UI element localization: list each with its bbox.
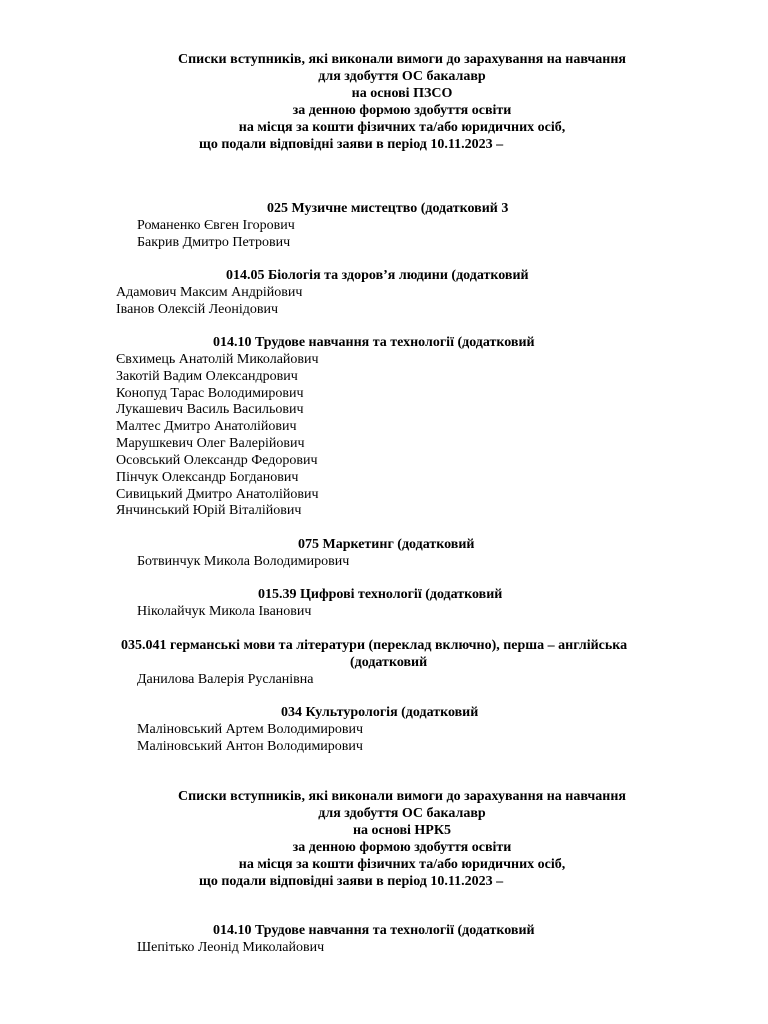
list-item: Сивицький Дмитро Анатолійович: [116, 487, 319, 502]
section-title-075: 075 Маркетинг (додатковий: [298, 537, 475, 552]
section2-title-014-10: 014.10 Трудове навчання та технології (додатковий: [213, 923, 535, 938]
list-item: Ніколайчук Микола Іванович: [137, 604, 312, 619]
header1-line3: на основі ПЗСО: [351, 86, 453, 101]
list-item: Конопуд Тарас Володимирович: [116, 386, 304, 401]
header2-line3: на основі НРК5: [352, 823, 452, 838]
list-item: Пінчук Олександр Богданович: [116, 470, 299, 485]
section-title-015-39: 015.39 Цифрові технології (додатковий: [258, 587, 503, 602]
section-title-014-05: 014.05 Біологія та здоров’я людини (додатковий: [226, 268, 529, 283]
list-item: Євхимець Анатолій Миколайович: [116, 352, 319, 367]
list-item: Бакрив Дмитро Петрович: [137, 235, 291, 250]
list-item: Данилова Валерія Русланівна: [137, 672, 314, 687]
section-title-034: 034 Культурологія (додатковий: [281, 705, 479, 720]
header1-line1: Списки вступників, які виконали вимоги до зарахування на навчання: [178, 52, 626, 67]
header2-line5: на місця за кошти фізичних та/або юридичних осіб,: [238, 857, 566, 872]
header2-line1: Списки вступників, які виконали вимоги до зарахування на навчання: [178, 789, 626, 804]
list-item: Адамович Максим Андрійович: [116, 285, 303, 300]
header1-line2: для здобуття ОС бакалавр: [318, 69, 486, 84]
list-item: Осовський Олександр Федорович: [116, 453, 318, 468]
list-item: Маліновський Артем Володимирович: [137, 722, 364, 737]
section-title-035-041-line2: (додатковий: [350, 655, 428, 670]
section-title-035-041-line1: 035.041 германські мови та літератури (переклад включно), перша – англійська: [121, 638, 628, 653]
header1-line5: на місця за кошти фізичних та/або юридичних осіб,: [238, 120, 566, 135]
list-item: Романенко Євген Ігорович: [137, 218, 295, 233]
list-item: Ботвинчук Микола Володимирович: [137, 554, 350, 569]
list-item: Маліновський Антон Володимирович: [137, 739, 363, 754]
list-item: Іванов Олексій Леонідович: [116, 302, 279, 317]
header1-line6: що подали відповідні заяви в період 10.11.2023 –: [199, 137, 504, 152]
header1-line4: за денною формою здобуття освіти: [292, 103, 512, 118]
list-item: Шепітько Леонід Миколайович: [137, 940, 325, 955]
header2-line6: що подали відповідні заяви в період 10.11.2023 –: [199, 874, 504, 889]
list-item: Лукашевич Василь Васильович: [116, 402, 304, 417]
list-item: Малтес Дмитро Анатолійович: [116, 419, 297, 434]
list-item: Янчинський Юрій Віталійович: [116, 503, 302, 518]
header2-line2: для здобуття ОС бакалавр: [318, 806, 486, 821]
list-item: Закотій Вадим Олександрович: [116, 369, 298, 384]
list-item: Марушкевич Олег Валерійович: [116, 436, 305, 451]
section-title-025: 025 Музичне мистецтво (додатковий 3: [267, 201, 509, 216]
section-title-014-10: 014.10 Трудове навчання та технології (додатковий: [213, 335, 535, 350]
header2-line4: за денною формою здобуття освіти: [292, 840, 512, 855]
